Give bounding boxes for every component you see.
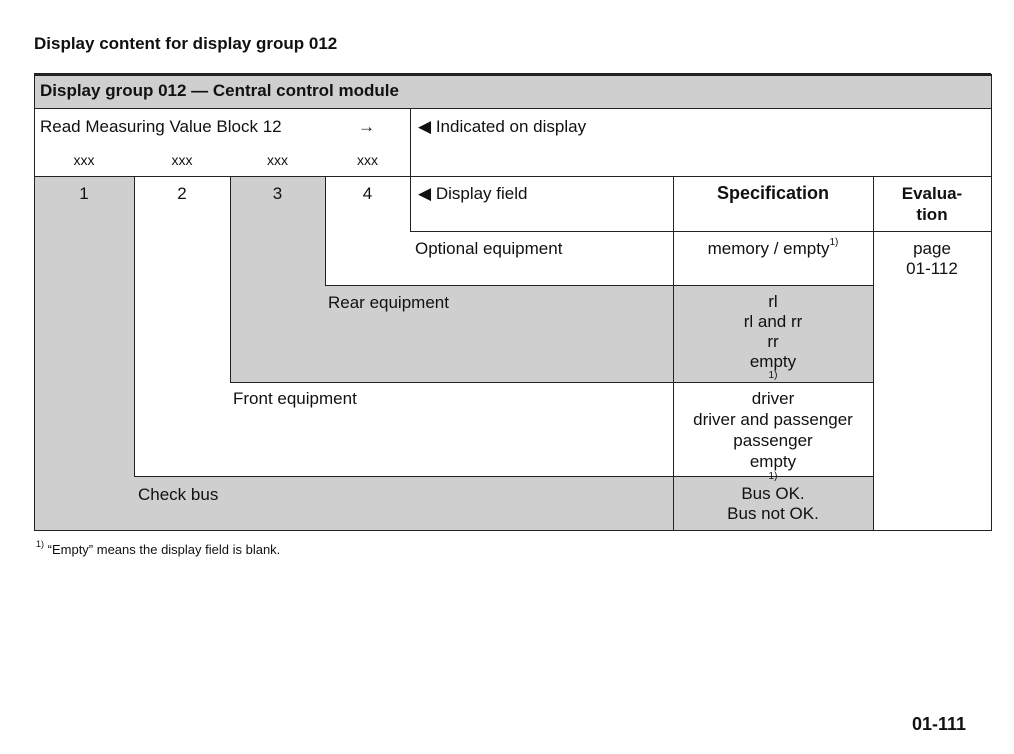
optional-equipment-spec: memory / empty$^{1)}$ [707, 237, 839, 258]
display-field-label: ◀ Display field [418, 184, 528, 203]
evaluation-page-line1: page [913, 239, 951, 258]
evaluation-page-line2: 01-112 [906, 259, 958, 278]
specification-header: Specification [716, 183, 830, 203]
rear-equipment-label: Rear equipment [328, 293, 449, 312]
check-bus-label: Check bus [138, 485, 219, 504]
check-bus-spec: Bus OK. Bus not OK. [727, 484, 819, 523]
arrow-right: → [358, 117, 375, 136]
xxx-2: xxx [171, 152, 193, 168]
triangle-left-icon: ◀ [418, 184, 432, 203]
field-number-3: 3 [272, 184, 283, 203]
xxx-1: xxx [73, 152, 95, 168]
front-equipment-label: Front equipment [233, 389, 357, 408]
read-block-label: Read Measuring Value Block 12 [40, 117, 282, 136]
field-number-2: 2 [177, 184, 187, 203]
evaluation-header-line2: tion [916, 205, 948, 224]
page-title: Display content for display group 012 [34, 34, 338, 53]
field-number-4: 4 [362, 184, 373, 203]
triangle-left-icon: ◀ [418, 117, 432, 136]
field-number-1: 1 [79, 184, 89, 203]
optional-equipment-label: Optional equipment [415, 239, 563, 258]
rear-equipment-spec: rl rl and rr rr empty $^{1)}$ [743, 292, 803, 382]
footnote: $^{1)}$ “Empty” means the display field is blank. [36, 538, 281, 557]
field-1-column [34, 176, 134, 530]
xxx-4: xxx [357, 152, 378, 168]
table-title: Display group 012 — Central control module [40, 81, 399, 100]
page-number: 01-111 [912, 714, 967, 734]
evaluation-header-line1: Evalua- [901, 184, 963, 203]
indicated-on-display: ◀ Indicated on display [418, 117, 587, 136]
field-3-column [230, 176, 325, 382]
xxx-3: xxx [267, 152, 288, 168]
front-equipment-spec: driver driver and passenger passenger empty $^{1)}$ [693, 389, 853, 483]
